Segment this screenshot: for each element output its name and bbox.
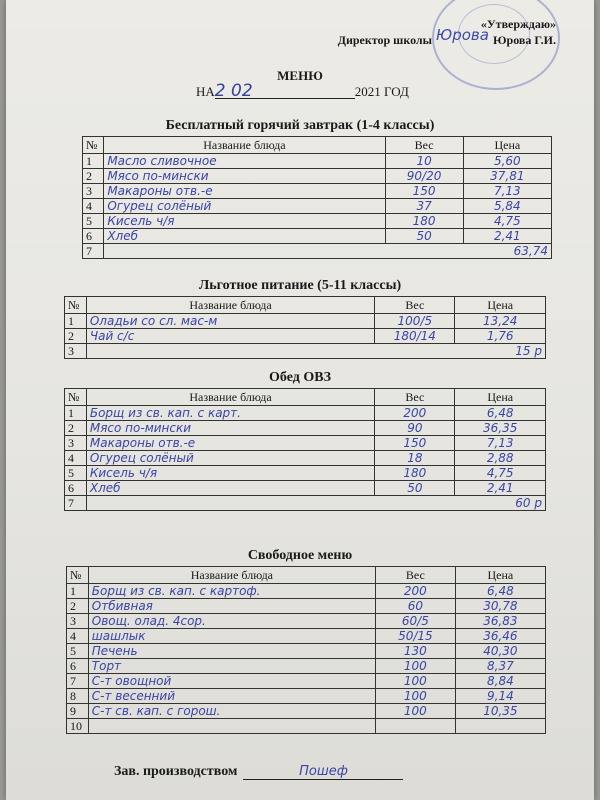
row-price: 10,35 [455, 704, 545, 719]
row-weight: 60/5 [375, 614, 455, 629]
section-title-free: Свободное меню [247, 548, 353, 563]
table-row [83, 244, 552, 259]
table-header-row [65, 297, 546, 314]
col-weight: Вес [375, 389, 455, 406]
row-dish: Мясо по-мински [104, 169, 385, 184]
section-title-discount: Льготное питание (5-11 классы) [198, 278, 402, 293]
row-dish: Отбивная [88, 599, 375, 614]
table-row [83, 169, 552, 184]
table-row [65, 466, 546, 481]
row-num: 1 [65, 314, 87, 329]
approve-label: «Утверждаю» [480, 17, 556, 31]
row-weight: 200 [375, 584, 455, 599]
row-dish: Хлеб [104, 229, 385, 244]
row-price [455, 719, 545, 734]
menu-sheet [6, 0, 594, 800]
col-price: Цена [455, 297, 546, 314]
row-weight: 100 [375, 689, 455, 704]
row-price: 8,37 [455, 659, 545, 674]
row-dish: С-т весенний [88, 689, 375, 704]
row-num: 8 [67, 689, 89, 704]
row-weight: 90/20 [385, 169, 463, 184]
director-signature: Юрова [436, 26, 489, 44]
menu-date [196, 81, 409, 101]
col-price: Цена [455, 389, 546, 406]
row-price: 36,83 [455, 614, 545, 629]
table-row [65, 421, 546, 436]
approval-block [338, 16, 556, 48]
row-dish: Макароны отв.-е [86, 436, 374, 451]
row-weight: 50 [375, 481, 455, 496]
row-num: 2 [65, 329, 87, 344]
table-row [83, 214, 552, 229]
table-header-row [83, 137, 552, 154]
table-breakfast [82, 136, 552, 259]
row-dish: шашлык [88, 629, 375, 644]
row-weight: 100/5 [375, 314, 455, 329]
table-row [83, 199, 552, 214]
row-dish: Торт [88, 659, 375, 674]
row-num: 4 [83, 199, 104, 214]
row-dish: Овощ. олад. 4сор. [88, 614, 375, 629]
row-weight: 150 [385, 184, 463, 199]
director-line [338, 32, 556, 48]
row-weight: 90 [375, 421, 455, 436]
row-weight: 200 [375, 406, 455, 421]
row-price: 6,48 [455, 406, 546, 421]
table-row [67, 659, 546, 674]
section-title-ovz: Обед ОВЗ [269, 370, 331, 385]
col-weight: Вес [385, 137, 463, 154]
row-dish: Кисель ч/я [104, 214, 385, 229]
row-weight [375, 719, 455, 734]
table-row [65, 314, 546, 329]
col-name: Название блюда [86, 297, 374, 314]
date-prefix: НА [196, 84, 215, 99]
table-row [67, 719, 546, 734]
section-total: 60 р [86, 496, 545, 511]
section-total: 63,74 [104, 244, 552, 259]
row-price: 1,76 [455, 329, 546, 344]
table-row [67, 599, 546, 614]
table-row [67, 674, 546, 689]
footer-label: Зав. производством [114, 764, 238, 779]
row-dish: Мясо по-мински [86, 421, 374, 436]
row-price: 4,75 [463, 214, 551, 229]
row-num: 1 [83, 154, 104, 169]
row-num: 3 [67, 614, 89, 629]
row-weight: 180 [375, 466, 455, 481]
page-title: МЕНЮ [277, 68, 323, 83]
row-price: 37,81 [463, 169, 551, 184]
row-dish: Огурец солёный [86, 451, 374, 466]
row-price: 30,78 [455, 599, 545, 614]
director-name: Юрова Г.И. [493, 33, 556, 47]
row-weight: 150 [375, 436, 455, 451]
row-num: 4 [65, 451, 87, 466]
row-weight: 180/14 [375, 329, 455, 344]
director-label: Директор школы [337, 33, 433, 47]
date-suffix: 2021 ГОД [354, 84, 409, 99]
row-price: 36,46 [455, 629, 545, 644]
row-price: 36,35 [455, 421, 546, 436]
col-name: Название блюда [88, 567, 375, 584]
col-name: Название блюда [104, 137, 385, 154]
row-weight: 50 [385, 229, 463, 244]
row-num: 9 [67, 704, 89, 719]
row-weight: 60 [375, 599, 455, 614]
table-row [67, 644, 546, 659]
row-num: 5 [67, 644, 89, 659]
row-price: 40,30 [455, 644, 545, 659]
table-header-row [65, 389, 546, 406]
table-free [66, 566, 546, 734]
row-weight: 100 [375, 659, 455, 674]
section-total: 15 р [86, 344, 545, 359]
row-dish: Печень [88, 644, 375, 659]
col-name: Название блюда [86, 389, 374, 406]
row-dish: Огурец солёный [104, 199, 385, 214]
row-num: 3 [83, 184, 104, 199]
table-row [83, 184, 552, 199]
table-header-row [67, 567, 546, 584]
row-dish: Чай с/с [86, 329, 374, 344]
row-price: 7,13 [455, 436, 546, 451]
row-weight: 130 [375, 644, 455, 659]
row-num: 3 [65, 344, 87, 359]
row-num: 7 [65, 496, 87, 511]
row-weight: 18 [375, 451, 455, 466]
row-price: 8,84 [455, 674, 545, 689]
row-num: 6 [65, 481, 87, 496]
row-weight: 180 [385, 214, 463, 229]
table-row [67, 704, 546, 719]
row-price: 2,88 [455, 451, 546, 466]
row-price: 2,41 [455, 481, 546, 496]
table-row [83, 154, 552, 169]
table-row [65, 406, 546, 421]
col-num: № [67, 567, 89, 584]
table-row [65, 344, 546, 359]
row-num: 2 [83, 169, 104, 184]
row-dish: Макароны отв.-е [104, 184, 385, 199]
row-weight: 10 [385, 154, 463, 169]
table-row [65, 481, 546, 496]
row-num: 4 [67, 629, 89, 644]
table-row [65, 451, 546, 466]
row-price: 2,41 [463, 229, 551, 244]
row-num: 7 [83, 244, 104, 259]
table-row [67, 689, 546, 704]
row-dish: Борщ из св. кап. с картоф. [88, 584, 375, 599]
row-price: 5,60 [463, 154, 551, 169]
table-row [67, 614, 546, 629]
col-weight: Вес [375, 297, 455, 314]
table-row [65, 436, 546, 451]
row-weight: 100 [375, 674, 455, 689]
footer-signature: Пошеф [243, 764, 403, 780]
table-row [65, 329, 546, 344]
col-num: № [65, 297, 87, 314]
col-num: № [65, 389, 87, 406]
table-discount [64, 296, 546, 359]
row-dish: С-т св. кап. с горош. [88, 704, 375, 719]
row-num: 6 [83, 229, 104, 244]
row-num: 5 [83, 214, 104, 229]
col-weight: Вес [375, 567, 455, 584]
row-dish: Масло сливочное [104, 154, 385, 169]
row-price: 13,24 [455, 314, 546, 329]
table-ovz [64, 388, 546, 511]
row-dish: Оладьи со сл. мас-м [86, 314, 374, 329]
row-dish [88, 719, 375, 734]
table-row [67, 629, 546, 644]
footer [114, 764, 403, 780]
row-dish: Кисель ч/я [86, 466, 374, 481]
row-weight: 100 [375, 704, 455, 719]
row-price: 9,14 [455, 689, 545, 704]
row-price: 4,75 [455, 466, 546, 481]
table-row [67, 584, 546, 599]
row-num: 7 [67, 674, 89, 689]
row-weight: 37 [385, 199, 463, 214]
col-num: № [83, 137, 104, 154]
row-num: 10 [67, 719, 89, 734]
row-weight: 50/15 [375, 629, 455, 644]
col-price: Цена [455, 567, 545, 584]
row-price: 6,48 [455, 584, 545, 599]
table-row [65, 496, 546, 511]
row-num: 6 [67, 659, 89, 674]
row-price: 7,13 [463, 184, 551, 199]
row-num: 1 [65, 406, 87, 421]
row-price: 5,84 [463, 199, 551, 214]
row-dish: Борщ из св. кап. с карт. [86, 406, 374, 421]
row-num: 3 [65, 436, 87, 451]
row-dish: С-т овощной [88, 674, 375, 689]
row-dish: Хлеб [86, 481, 374, 496]
row-num: 2 [67, 599, 89, 614]
section-title-breakfast: Бесплатный горячий завтрак (1-4 классы) [165, 118, 435, 133]
row-num: 5 [65, 466, 87, 481]
row-num: 1 [67, 584, 89, 599]
date-value: 2 02 [215, 84, 355, 99]
row-num: 2 [65, 421, 87, 436]
col-price: Цена [463, 137, 551, 154]
table-row [83, 229, 552, 244]
